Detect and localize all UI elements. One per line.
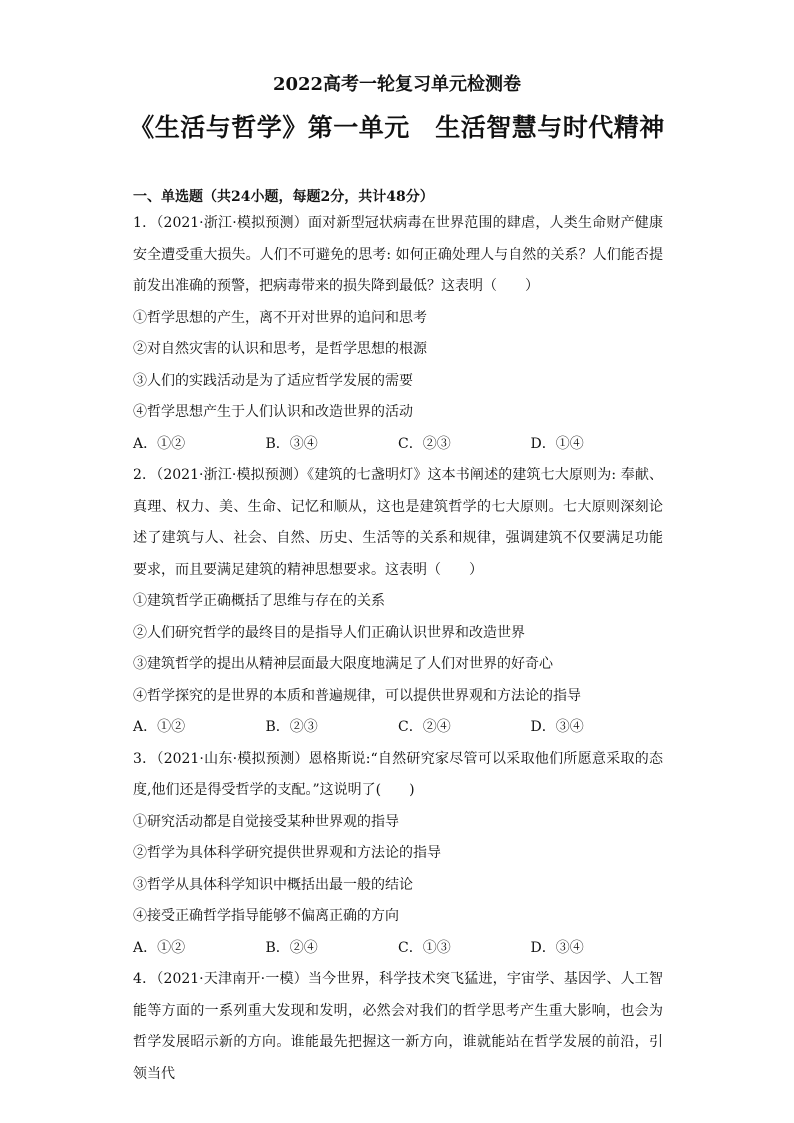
answer-choices: [133, 933, 663, 965]
choice-c: C．①③: [398, 939, 451, 956]
question-stem: 1．（2021·浙江·模拟预测）面对新型冠状病毒在世界范围的肆虐，人类生命财产健康安全遭受重大损失。人们不可避免的思考: 如何正确处理人与自然的关系？人们能否提前发出准确的预警，把病毒带来的损失降到最低？这表明（ ）: [133, 215, 663, 294]
choice-d: D．③④: [530, 939, 584, 956]
question-list: [133, 208, 663, 1090]
choice-b: B．③④: [265, 435, 318, 452]
choice-b: B．②④: [265, 939, 318, 956]
question-stem: 3．（2021·山东·模拟预测）恩格斯说:“自然研究家尽管可以采取他们所愿意采取的态度,他们还是得受哲学的支配。”这说明了( ): [133, 750, 663, 798]
choice-a: A．①②: [133, 435, 186, 452]
statement-1: ①研究活动都是自觉接受某种世界观的指导: [133, 813, 399, 830]
question-1: [133, 208, 663, 460]
statement-4: ④哲学思想产生于人们认识和改造世界的活动: [133, 404, 413, 420]
question-stem: 4．（2021·天津南开·一模）当今世界，科学技术突飞猛进，宇宙学、基因学、人工智能等方面的一系列重大发现和发明，必然会对我们的哲学思考产生重大影响，也会为哲学发展昭示新的方向。谁能最先把握这一新方向，谁就能站在哲学发展的前沿，引领当代: [133, 971, 663, 1082]
question-stem: 2．（2021·浙江·模拟预测）《建筑的七盏明灯》这本书阐述的建筑七大原则为: 奉献、真理、权力、美、生命、记忆和顺从，这也是建筑哲学的七大原则。七大原则深刻论述了建筑与人、社会、自然、历史、生活等的关系和规律，强调建筑不仅要满足功能要求，而且要满足建筑的精神思想要求。这表明（ ）: [133, 467, 663, 578]
choice-b: B．②③: [265, 719, 318, 735]
question-4: [133, 964, 663, 1090]
statement-3: ③建筑哲学的提出从精神层面最大限度地满足了人们对世界的好奇心: [133, 656, 553, 672]
question-2: [133, 460, 663, 744]
statement-4: ④哲学探究的是世界的本质和普遍规律，可以提供世界观和方法论的指导: [133, 687, 581, 704]
answer-choices: [133, 429, 663, 461]
choice-d: D．③④: [530, 719, 584, 735]
choice-d: D．①④: [530, 435, 584, 452]
statement-1: ①哲学思想的产生，离不开对世界的追问和思考: [133, 309, 427, 326]
statement-4: ④接受正确哲学指导能够不偏离正确的方向: [133, 908, 399, 924]
choice-c: C．②④: [398, 719, 451, 735]
choice-a: A．①②: [133, 719, 186, 735]
statement-3: ③哲学从具体科学知识中概括出最一般的结论: [133, 876, 413, 893]
section-heading: 一、单选题（共24小题，每题2分，共计48分）: [133, 189, 434, 205]
document-title: 2022高考一轮复习单元检测卷: [272, 74, 522, 95]
statement-2: ②人们研究哲学的最终目的是指导人们正确认识世界和改造世界: [133, 624, 525, 641]
choice-a: A．①②: [133, 939, 186, 956]
statement-1: ①建筑哲学正确概括了思维与存在的关系: [133, 593, 385, 609]
statement-3: ③人们的实践活动是为了适应哲学发展的需要: [133, 372, 413, 389]
choice-c: C．②③: [398, 435, 451, 452]
answer-choices: [133, 712, 663, 744]
statement-2: ②对自然灾害的认识和思考，是哲学思想的根源: [133, 341, 427, 357]
question-3: [133, 744, 663, 965]
document-subtitle: 《生活与哲学》第一单元 生活智慧与时代精神: [129, 113, 665, 142]
statement-2: ②哲学为具体科学研究提供世界观和方法论的指导: [133, 845, 441, 861]
